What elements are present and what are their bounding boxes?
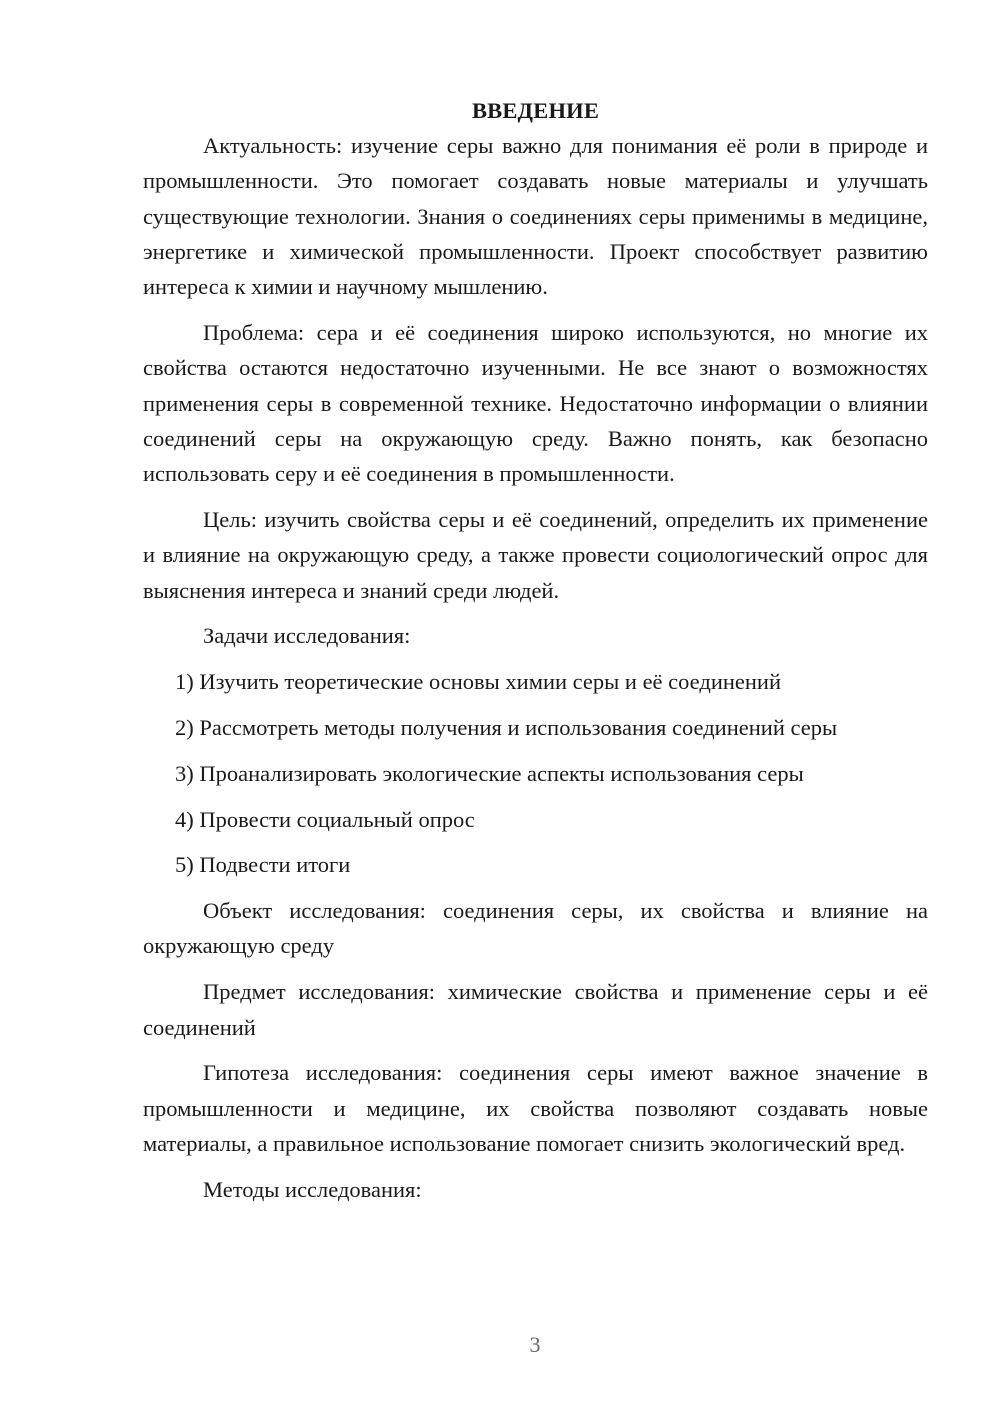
section-title: ВВЕДЕНИЕ	[471, 98, 600, 123]
paragraph-hypothesis: Гипотеза исследования: соединения серы имеют важное значение в промышленности и медицине, их свойства позволяют создавать новые материалы, а правильное использование помогает снизить экологический вред.	[143, 1060, 928, 1156]
task-item-5: 5) Подвести итоги	[175, 852, 351, 878]
task-item-3: 3) Проанализировать экологические аспекты использования серы	[175, 760, 804, 786]
page-content	[143, 93, 928, 1207]
paragraph-problem: Проблема: сера и её соединения широко используются, но многие их свойства остаются недостаточно изученными. Не все знают о возможностях применения серы в современной технике. Недостаточно информации о влиянии соединений серы на окружающую среду. Важно понять, как безопасно использовать серу и её соединения в промышленности.	[143, 319, 928, 487]
task-item-2: 2) Рассмотреть методы получения и использования соединений серы	[175, 714, 838, 740]
paragraph-goal: Цель: изучить свойства серы и её соединений, определить их применение и влияние на окружающую среду, а также провести социологический опрос для выяснения интереса и знаний среди людей.	[143, 506, 928, 603]
methods-heading: Методы исследования:	[203, 1176, 422, 1202]
task-item-4: 4) Провести социальный опрос	[175, 806, 475, 832]
paragraph-object: Объект исследования: соединения серы, их свойства и влияние на окружающую среду	[143, 898, 928, 959]
task-item-1: 1) Изучить теоретические основы химии серы и её соединений	[175, 669, 782, 695]
tasks-heading: Задачи исследования:	[203, 623, 411, 649]
paragraph-relevance: Актуальность: изучение серы важно для понимания её роли в природе и промышленности. Это помогает создавать новые материалы и улучшать существующие технологии. Знания о соединениях серы применимы в медицине, энергетике и химической промышленности. Проект способствует развитию интереса к химии и научному мышлению.	[143, 133, 928, 300]
paragraph-subject: Предмет исследования: химические свойства и применение серы и её соединений	[143, 979, 928, 1040]
page-number: 3	[529, 1332, 541, 1357]
